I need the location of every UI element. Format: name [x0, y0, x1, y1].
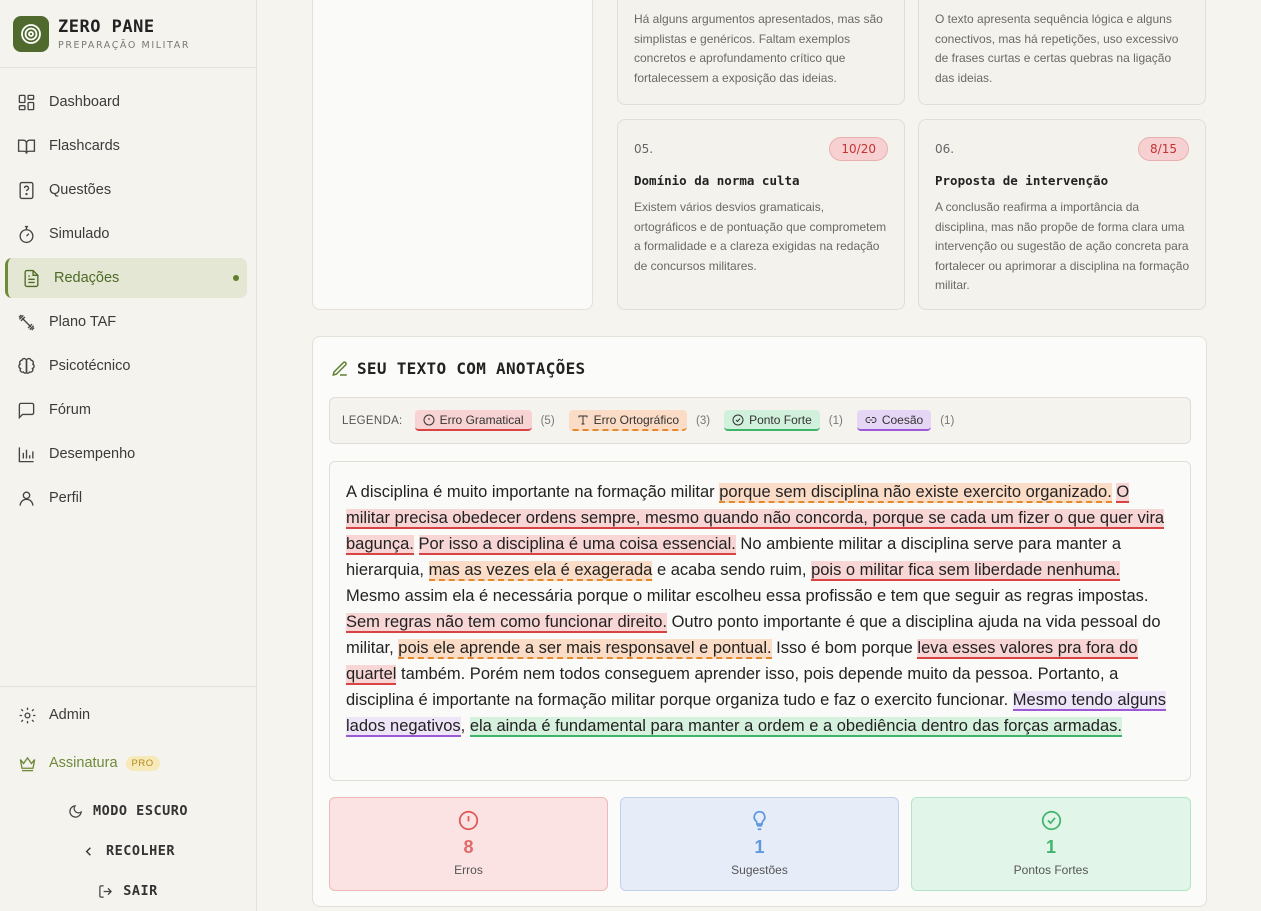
stat-suggestions [620, 797, 899, 891]
nav-label: Perfil [49, 490, 83, 506]
legend-count: (3) [696, 414, 711, 427]
annotation-spelling-error[interactable]: porque sem disciplina não existe exercito organizado. [719, 483, 1112, 501]
brand-subtitle: PREPARAÇÃO MILITAR [58, 39, 191, 51]
text-segment [414, 535, 419, 553]
nav-item-desempenho[interactable] [5, 434, 247, 474]
legend-chip-spelling[interactable] [569, 410, 687, 431]
brand-name: ZERO PANE [58, 16, 155, 37]
main-nav [0, 82, 256, 522]
text-segment: e acaba sendo ruim, [652, 561, 812, 579]
pro-badge: PRO [126, 756, 160, 771]
book-icon [17, 137, 36, 156]
annotation-spelling-error[interactable]: pois ele aprende a ser mais responsavel e pontual. [398, 639, 772, 657]
subscription-label: Assinatura [49, 755, 118, 771]
dark-mode-label: MODO ESCURO [93, 803, 188, 819]
logout-icon [98, 884, 113, 899]
annotation-grammar-error[interactable]: Sem regras não tem como funcionar direito. [346, 613, 667, 631]
pencil-icon [331, 360, 349, 378]
chevron-left-icon [81, 844, 96, 859]
nav-label: Psicotécnico [49, 358, 131, 374]
nav-item-flashcards[interactable] [5, 126, 247, 166]
text-segment: Outro ponto importante é que a disciplina ajuda na vida pessoal do militar, [346, 613, 1161, 657]
alert-circle-icon [423, 414, 435, 426]
crown-icon [18, 754, 37, 773]
criterion-card-04 [918, 0, 1206, 105]
criterion-title: Proposta de intervenção [935, 173, 1109, 188]
nav-label: Flashcards [49, 138, 120, 154]
stat-label: Erros [454, 863, 483, 877]
stat-strengths [911, 797, 1191, 891]
stat-label: Pontos Fortes [1013, 863, 1089, 877]
nav-item-plano-taf[interactable] [5, 302, 247, 342]
admin-label: Admin [49, 707, 91, 723]
text-segment: também. Porém nem todos conseguem aprender isso, pois depende muito da pessoa. Portanto, a disciplina é importante na formação militar porque organiza tudo e faz o exercito funcionar. [346, 665, 1119, 709]
annotation-cohesion[interactable]: Mesmo tendo alguns lados negativos [346, 691, 1166, 735]
main-content [257, 0, 1261, 911]
stopwatch-icon [17, 225, 36, 244]
legend-chip-label: Erro Ortográfico [593, 412, 680, 427]
chart-icon [17, 445, 36, 464]
criterion-description: Há alguns argumentos apresentados, mas são simplistas e genéricos. Faltam exemplos concretos e aprofundamento crítico que fortalecessem a exposição das ideias. [634, 12, 883, 85]
collapse-button[interactable] [0, 831, 256, 871]
nav-item-simulado[interactable] [5, 214, 247, 254]
brand[interactable] [0, 0, 256, 68]
annotated-text-panel [312, 336, 1207, 907]
criterion-title: Domínio da norma culta [634, 173, 800, 188]
user-icon [17, 489, 36, 508]
score-badge: 8/15 [1138, 137, 1189, 161]
criterion-description: Existem vários desvios gramaticais, ortográficos e de pontuação que comprometem a formalidade e a clareza exigidas na redação de concursos militares. [634, 200, 887, 273]
legend-count: (1) [940, 414, 955, 427]
nav-label: Desempenho [49, 446, 136, 462]
score-badge: 10/20 [829, 137, 888, 161]
annotation-grammar-error[interactable]: leva esses valores pra fora do quartel [346, 639, 1138, 683]
criterion-description: A conclusão reafirma a importância da disciplina, mas não propõe de forma clara uma intervenção ou sugestão de ação concreta para fortalecer ou aprimorar a disciplina na formação militar. [935, 200, 1190, 292]
panel-title [331, 359, 585, 378]
annotation-spelling-error[interactable]: mas as vezes ela é exagerada [428, 561, 653, 579]
text-segment: No ambiente militar a disciplina serve para manter a hierarquia, [346, 535, 1121, 579]
panel-title-text: SEU TEXTO COM ANOTAÇÕES [357, 359, 586, 378]
text-segment: Isso é bom porque [771, 639, 918, 657]
legend [329, 397, 1191, 444]
nav-label: Simulado [49, 226, 110, 242]
legend-label: LEGENDA: [342, 414, 403, 427]
nav-label: Fórum [49, 402, 91, 418]
stat-value: 8 [463, 837, 474, 857]
nav-label: Questões [49, 182, 112, 198]
criterion-number: 05. [634, 142, 654, 156]
text-segment: , [460, 717, 470, 735]
subscription-link[interactable] [0, 743, 256, 783]
criterion-description: O texto apresenta sequência lógica e alguns conectivos, mas há repetições, uso excessivo de frases curtas e certas quebras na ligação das ideias. [935, 12, 1179, 85]
essay-text [329, 461, 1191, 781]
dashboard-icon [17, 93, 36, 112]
alert-circle-icon [458, 810, 479, 831]
nav-item-dashboard[interactable] [5, 82, 247, 122]
annotation-grammar-error[interactable]: O militar precisa obedecer ordens sempre, mesmo quando não concorda, porque se cada um fizer o que quer vira bagunça. [346, 483, 1165, 553]
score-card [312, 0, 593, 310]
legend-count: (1) [828, 414, 843, 427]
lightbulb-icon [749, 810, 770, 831]
nav-label: Dashboard [49, 94, 120, 110]
nav-item-redacoes[interactable] [5, 258, 247, 298]
moon-icon [68, 804, 83, 819]
dark-mode-toggle[interactable] [0, 791, 256, 831]
dumbbell-icon [17, 313, 36, 332]
stat-value: 1 [1045, 837, 1056, 857]
stat-errors [329, 797, 608, 891]
stat-value: 1 [754, 837, 765, 857]
legend-count: (5) [540, 414, 555, 427]
text-segment: A disciplina é muito importante na formação militar [346, 483, 720, 501]
nav-item-perfil[interactable] [5, 478, 247, 518]
sidebar-footer [0, 686, 256, 911]
link-icon [865, 414, 877, 426]
text-segment: Mesmo assim ela é necessária porque o militar escolheu essa profissão e tem que seguir as regras impostas. [346, 587, 1149, 605]
brain-icon [17, 357, 36, 376]
logout-label: SAIR [123, 883, 158, 899]
gear-icon [18, 706, 37, 725]
active-indicator [233, 275, 239, 281]
criterion-number: 06. [935, 142, 955, 156]
collapse-label: RECOLHER [105, 843, 176, 859]
legend-chip-label: Coesão [881, 412, 924, 427]
legend-chip-label: Erro Gramatical [439, 412, 524, 427]
legend-chip-strength[interactable] [724, 410, 820, 431]
legend-chip-grammar[interactable] [415, 410, 532, 431]
nav-item-forum[interactable] [5, 390, 247, 430]
check-circle-icon [732, 414, 744, 426]
legend-chip-cohesion[interactable] [857, 410, 931, 431]
document-icon [22, 269, 41, 288]
admin-link[interactable] [0, 695, 256, 735]
target-icon [13, 16, 49, 52]
nav-label: Redações [54, 270, 120, 286]
legend-chip-label: Ponto Forte [749, 412, 812, 427]
annotation-grammar-error[interactable]: Por isso a disciplina é uma coisa essencial. [418, 535, 736, 553]
type-icon [577, 414, 589, 426]
logout-button[interactable] [0, 871, 256, 911]
nav-item-questoes[interactable] [5, 170, 247, 210]
criterion-card-06 [918, 119, 1206, 310]
criterion-card-05 [617, 119, 905, 310]
criterion-card-03 [617, 0, 905, 105]
chat-icon [17, 401, 36, 420]
sidebar [0, 0, 257, 911]
nav-item-psicotecnico[interactable] [5, 346, 247, 386]
question-icon [17, 181, 36, 200]
nav-label: Plano TAF [49, 314, 117, 330]
check-circle-icon [1041, 810, 1062, 831]
stat-label: Sugestões [731, 863, 788, 877]
annotation-grammar-error[interactable]: pois o militar fica sem liberdade nenhuma. [811, 561, 1121, 579]
annotation-strength[interactable]: ela ainda é fundamental para manter a ordem e a obediência dentro das forças armadas. [469, 717, 1122, 735]
